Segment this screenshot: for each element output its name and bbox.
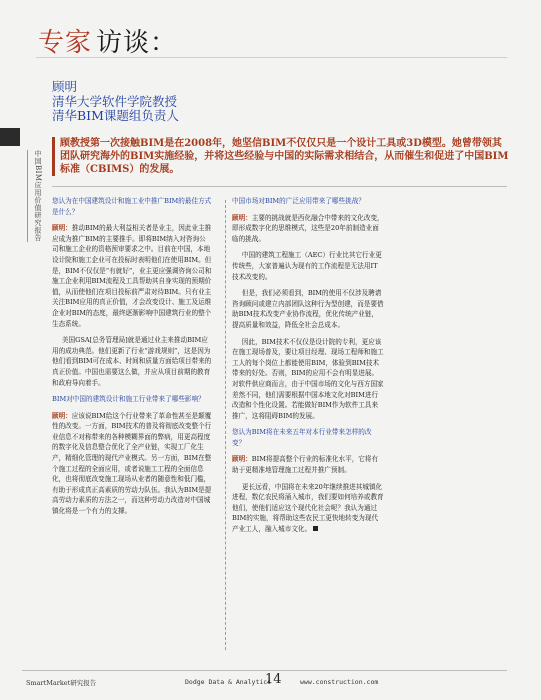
interview-question [232, 196, 384, 207]
body-paragraph [232, 288, 384, 330]
answer-speaker-label: 顾明： [232, 213, 252, 222]
interview-question [52, 196, 212, 217]
side-tab-label: 中国BIM应用价值研究报告 [27, 150, 43, 242]
paragraph-text: 推动BIM的最大利益相关者是业主，因此业主推应成为推广BIM的主要推手。即将BIM纳入对咨询公司和施工企业的资格预审要求之中。目前在中国，本地设计院和施工企业可在投标时表明他们在使用BIM。但是，BIM不仅仅是“有就好”，业主更应强调咨询公司和施工企业利用BIM流程及工具帮助其自身实现的预期价值，从而使他们在项目投标前严肃对待BIM。只有业主关注BIM应用的真正价值，才会改变设计、施工及运维企业对BIM的态度，最终逐渐影响中国建筑行业的整个生态系统。 [52, 224, 212, 328]
article-column-right [232, 196, 384, 541]
footer-website: www.construction.com [300, 678, 379, 686]
interview-question [52, 394, 212, 405]
body-paragraph [232, 482, 384, 535]
side-tab-marker [0, 128, 20, 146]
page-number: 14 [265, 672, 282, 687]
paragraph-text: 应该说BIM给这个行业带来了革命性甚至是颠覆性的改变。一方面，BIM技术的普及将彻底改变整个行业信息不对称带来的各种模糊界面的弊病，用更高程度的数字化及信息整合优化了全产业链，实现工厂化生产，精细化管理的现代产业模式。另一方面，BIM在整个施工过程的全面应用，或者说施工工程的全面信息化，也将彻底改变施工现场从业者的随意性和低门槛，有助于形成真正高素质的劳动力队伍。我认为BIM是提高劳动力素质的方法之一，而这种劳动力改造对中国城镇化将是一个有力的支撑。 [52, 411, 212, 516]
paragraph-text: 美国GSA[总务管理局]就是通过业主来推动BIM应用的成功典范。他们更新了行业“游戏规则”，这是因为他们看到BIM可在成本、时间和质量方面给项目带来的真正价值。中国也需要这么做，并应从项目前期的教育和政府导向着手。 [52, 336, 212, 387]
body-paragraph [52, 335, 212, 388]
interview-answer [52, 411, 212, 517]
end-of-article-mark [313, 526, 318, 531]
column-divider [225, 200, 226, 650]
paragraph-text: 但是，我们必须看到，BIM的使用不仅涉及聘请咨询顾问或建立内部团队这种行为型创建，而是要借助BIM技术改变产业协作流程，优化传统产业链，提高质量和效益，降低全社会总成本。 [232, 289, 384, 329]
header-rule [36, 57, 507, 58]
page-title [38, 22, 177, 59]
question-text: 您认为在中国建筑设计和施工业中推广BIM的最佳方式是什么？ [52, 197, 212, 216]
interview-answer [232, 213, 384, 245]
lead-rule [52, 186, 507, 187]
interviewee-title-1: 清华大学软件学院教授 [52, 93, 178, 109]
answer-speaker-label: 顾明： [52, 411, 72, 420]
answer-speaker-label: 顾明： [52, 224, 72, 233]
paragraph-text: 中国的建筑工程施工（AEC）行业比其它行业更传统些，大家普遍认为现有的工作流程是无法用IT技术改变的。 [232, 251, 382, 281]
interviewee-title-2: 清华BIM课题组负责人 [52, 108, 179, 123]
page-title-part1: 专家 [38, 28, 93, 58]
interview-answer [52, 223, 212, 329]
page-footer [22, 670, 507, 688]
interview-question [232, 427, 384, 448]
paragraph-text: 主要的挑战就是西化融合中带来的文化改变，即形成数字化的思维模式，这些是20年前制造业面临的挑战。 [232, 213, 384, 243]
footer-publication: SmartMarket研究报告 [26, 679, 97, 687]
article-column-left [52, 196, 212, 523]
page-title-part2: 访谈： [96, 28, 178, 58]
body-paragraph [232, 250, 384, 282]
paragraph-text: 因此，BIM技术不仅仅是设计院的专利，更应该在施工现场普及，要让项目经理、现场工程师和施工工人的每个岗位上都能使用BIM，体验到BIM技术带来的好处。否则，BIM的应用不会有明显进展。对软件供应商而言，由于中国市场的文化与西方国家差然不同，他们需要根据中国本地文化对BIM进行改造和个性化设置。若能做好BIM作为软件工具来推广，这将阻碍BIM的发展。 [232, 337, 384, 420]
question-text: 中国市场对BIM的广泛应用带来了哪些挑战？ [232, 197, 365, 205]
paragraph-text: 更长远看，中国将在未来20年继续推进其城镇化进程，数亿农民将涌入城市，我们要如何培养或教育他们，使他们适应这个现代化社会呢？我认为通过BIM的实施，将帮助这些农民工更快地转变为现代产业工人，融入城市文化。 [232, 482, 384, 534]
body-paragraph [232, 337, 384, 422]
footer-rule [22, 670, 507, 671]
interview-answer [232, 454, 384, 475]
question-text: 您认为BIM将在未来五年对本行业带来怎样的改变？ [232, 428, 372, 447]
answer-speaker-label: 顾明： [232, 455, 252, 464]
lead-paragraph: 顾教授第一次接触BIM是在2008年，她坚信BIM不仅仅只是一个设计工具或3D模型。她曾带领其团队研究海外的BIM实施经验，并将这些经验与中国的实际需求相结合，从而催生和促进了中国BIM标准（CBIMS）的发展。 [52, 137, 510, 176]
interviewee-block [52, 80, 179, 124]
footer-publisher: Dodge Data & Analytics [185, 678, 272, 686]
question-text: BIM对中国的建筑设计和施工行业带来了哪些影响？ [52, 395, 205, 404]
interviewee-name: 顾明 [52, 79, 78, 94]
paragraph-text: BIM将提高整个行业的标准化水平，它将有助于更精准地管理施工过程并推广预制。 [232, 455, 379, 475]
